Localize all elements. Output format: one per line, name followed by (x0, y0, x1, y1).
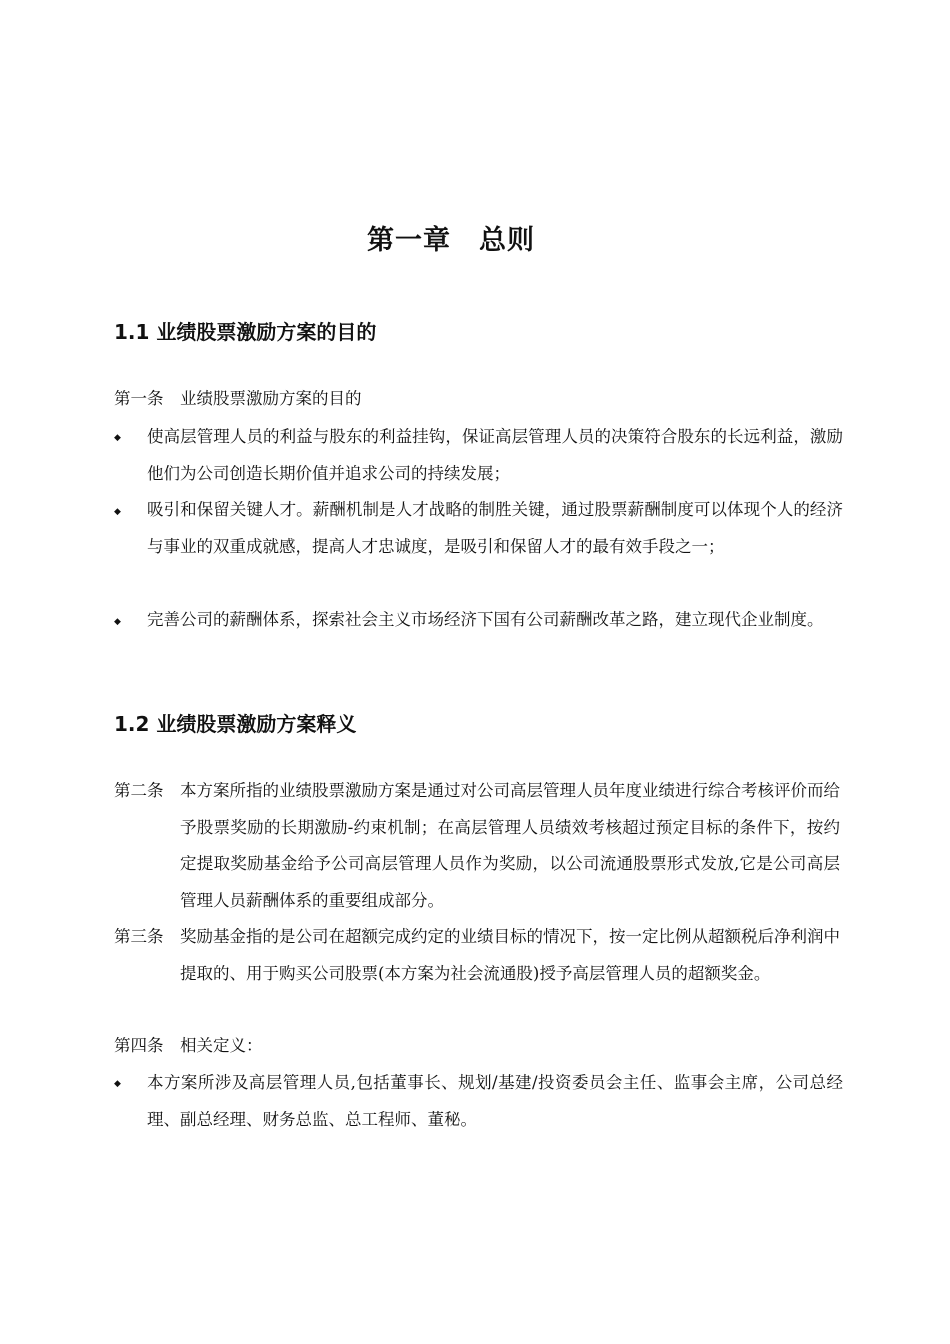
diamond-bullet-icon: ◆ (114, 433, 121, 443)
article-3-text: 奖励基金指的是公司在超额完成约定的业绩目标的情况下，按一定比例从超额税后净利润中提取的、用于购买公司股票(本方案为社会流通股)授予高层管理人员的超额奖金。 (180, 927, 840, 983)
diamond-bullet-icon: ◆ (114, 617, 121, 627)
article-3-label: 第三条 (114, 927, 164, 946)
article-label: 第四条 (114, 1036, 164, 1055)
section-title-1-1: 1.1 业绩股票激励方案的目的 (114, 320, 377, 344)
bullet-item: 使高层管理人员的利益与股东的利益挂钩，保证高层管理人员的决策符合股东的长远利益，激励他们为公司创造长期价值并追求公司的持续发展； (147, 427, 843, 483)
bullet-item: 本方案所涉及高层管理人员,包括董事长、规划/基建/投资委员会主任、监事会主席，公司总经理、副总经理、财务总监、总工程师、董秘。 (147, 1073, 843, 1129)
article-2-text: 本方案所指的业绩股票激励方案是通过对公司高层管理人员年度业绩进行综合考核评价而给予股票奖励的长期激励-约束机制；在高层管理人员绩效考核超过预定目标的条件下，按约定提取奖励基金给予公司高层管理人员作为奖励，以公司流通股票形式发放,它是公司高层管理人员薪酬体系的重要组成部分。 (180, 781, 840, 910)
bullet-item: 完善公司的薪酬体系，探索社会主义市场经济下国有公司薪酬改革之路，建立现代企业制度。 (147, 610, 824, 629)
article-1 (114, 387, 362, 411)
bullet-item: 吸引和保留关键人才。薪酬机制是人才战略的制胜关键，通过股票薪酬制度可以体现个人的经济与事业的双重成就感，提高人才忠诚度，是吸引和保留人才的最有效手段之一； (147, 500, 843, 556)
chapter-title: 第一章 总则 (367, 225, 535, 256)
article-4 (114, 1034, 263, 1058)
diamond-bullet-icon: ◆ (114, 1079, 121, 1089)
article-text: 相关定义： (180, 1036, 263, 1055)
article-2-label: 第二条 (114, 781, 164, 800)
diamond-bullet-icon: ◆ (114, 507, 121, 517)
article-label: 第一条 (114, 389, 164, 408)
article-text: 业绩股票激励方案的目的 (180, 389, 362, 408)
section-title-1-2: 1.2 业绩股票激励方案释义 (114, 712, 357, 736)
